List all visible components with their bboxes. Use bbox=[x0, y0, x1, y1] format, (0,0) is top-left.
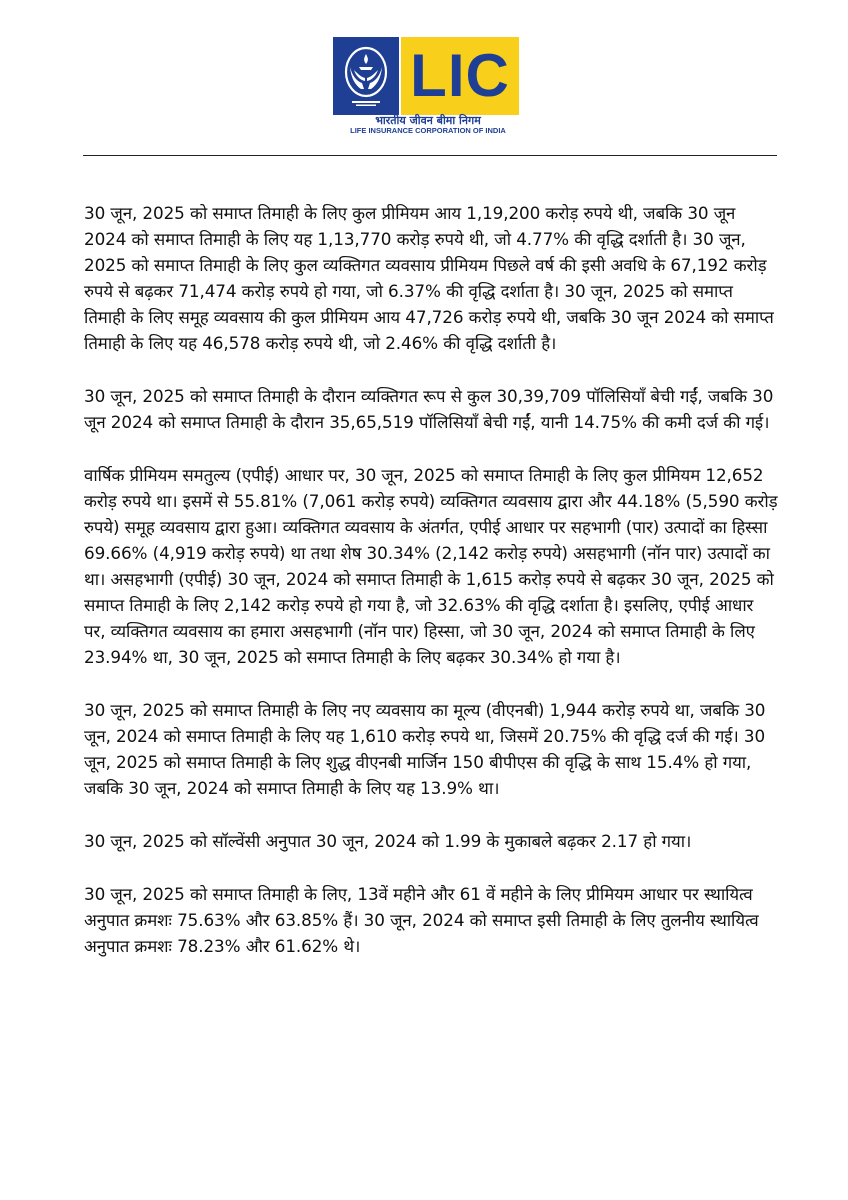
hands-lamp-icon bbox=[340, 45, 392, 109]
document-body bbox=[84, 200, 779, 986]
lic-logo bbox=[333, 37, 523, 135]
paragraph-ape-basis: वार्षिक प्रीमियम समतुल्य (एपीई) आधार पर, 30 जून, 2025 को समाप्त तिमाही के लिए कुल प्रीमियम 12,652 करोड़ रुपये था। इसमें से 55.81% (7,061 करोड़ रुपये) व्यक्तिगत व्यवसाय द्वारा और 44.18% (5,590 करोड़ रुपये) समूह व्यवसाय द्वारा हुआ। व्यक्तिगत व्यवसाय के अंतर्गत, एपीई आधार पर सहभागी (पार) उत्पादों का हिस्सा 69.66% (4,919 करोड़ रुपये) था तथा शेष 30.34% (2,142 करोड़ रुपये) असहभागी (नॉन पार) उत्पादों का था। असहभागी (एपीई) 30 जून, 2024 को समाप्त तिमाही के 1,615 करोड़ रुपये से बढ़कर 30 जून, 2025 को समाप्त तिमाही के लिए 2,142 करोड़ रुपये हो गया है, जो 32.63% की वृद्धि दर्शाता है। इसलिए, एपीई आधार पर, व्यक्तिगत व्यवसाय का हमारा असहभागी (नॉन पार) हिस्सा, जो 30 जून, 2024 को समाप्त तिमाही के लिए 23.94% था, 30 जून, 2025 को समाप्त तिमाही के लिए बढ़कर 30.34% हो गया है। bbox=[84, 465, 778, 667]
paragraph-policies-sold: 30 जून, 2025 को समाप्त तिमाही के दौरान व्यक्तिगत रूप से कुल 30,39,709 पॉलिसियाँ बेची गईं, जबकि 30 जून 2024 को समाप्त तिमाही के दौरान 35,65,519 पॉलिसियाँ बेची गईं, यानी 14.75% की कमी दर्ज की गई। bbox=[84, 386, 774, 432]
logo-english-name: LIFE INSURANCE CORPORATION OF INDIA bbox=[350, 126, 506, 135]
paragraph-premium-income: 30 जून, 2025 को समाप्त तिमाही के लिए कुल प्रीमियम आय 1,19,200 करोड़ रुपये थी, जबकि 30 जून 2024 को समाप्त तिमाही के लिए यह 1,13,770 करोड़ रुपये थी, जो 4.77% की वृद्धि दर्शाती है। 30 जून, 2025 को समाप्त तिमाही के लिए कुल व्यक्तिगत व्यवसाय प्रीमियम पिछले वर्ष की इसी अवधि के 67,192 करोड़ रुपये से बढ़कर 71,474 करोड़ रुपये हो गया, जो 6.37% की वृद्धि दर्शाता है। 30 जून, 2025 को समाप्त तिमाही के लिए समूह व्यवसाय की कुल प्रीमियम आय 47,726 करोड़ रुपये थी, जबकि 30 जून 2024 को समाप्त तिमाही के लिए यह 46,578 करोड़ रुपये थी, जो 2.46% की वृद्धि दर्शाती है। bbox=[84, 203, 774, 353]
logo-hindi-name: भारतीय जीवन बीमा निगम bbox=[375, 114, 481, 127]
paragraph-vnb: 30 जून, 2025 को समाप्त तिमाही के लिए नए व्यवसाय का मूल्य (वीएनबी) 1,944 करोड़ रुपये था, जबकि 30 जून, 2024 को समाप्त तिमाही के लिए यह 1,610 करोड़ रुपये था, जिसमें 20.75% की वृद्धि दर्ज की गई। 30 जून, 2025 को समाप्त तिमाही के लिए शुद्ध वीएनबी मार्जिन 150 बीपीएस की वृद्धि के साथ 15.4% हो गया, जबकि 30 जून, 2024 को समाप्त तिमाही के लिए यह 13.9% था। bbox=[84, 700, 766, 798]
paragraph-solvency: 30 जून, 2025 को सॉल्वेंसी अनुपात 30 जून, 2024 को 1.99 के मुकाबले बढ़कर 2.17 हो गया। bbox=[84, 831, 692, 851]
logo-wordmark: LIC bbox=[401, 37, 519, 115]
header-divider bbox=[83, 155, 777, 156]
paragraph-persistency: 30 जून, 2025 को समाप्त तिमाही के लिए, 13वें महीने और 61 वें महीने के लिए प्रीमियम आधार पर स्थायित्व अनुपात क्रमशः 75.63% और 63.85% हैं। 30 जून, 2024 को समाप्त इसी तिमाही के लिए तुलनीय स्थायित्व अनुपात क्रमशः 78.23% और 61.62% थे। bbox=[84, 884, 759, 956]
lic-emblem bbox=[333, 37, 399, 115]
